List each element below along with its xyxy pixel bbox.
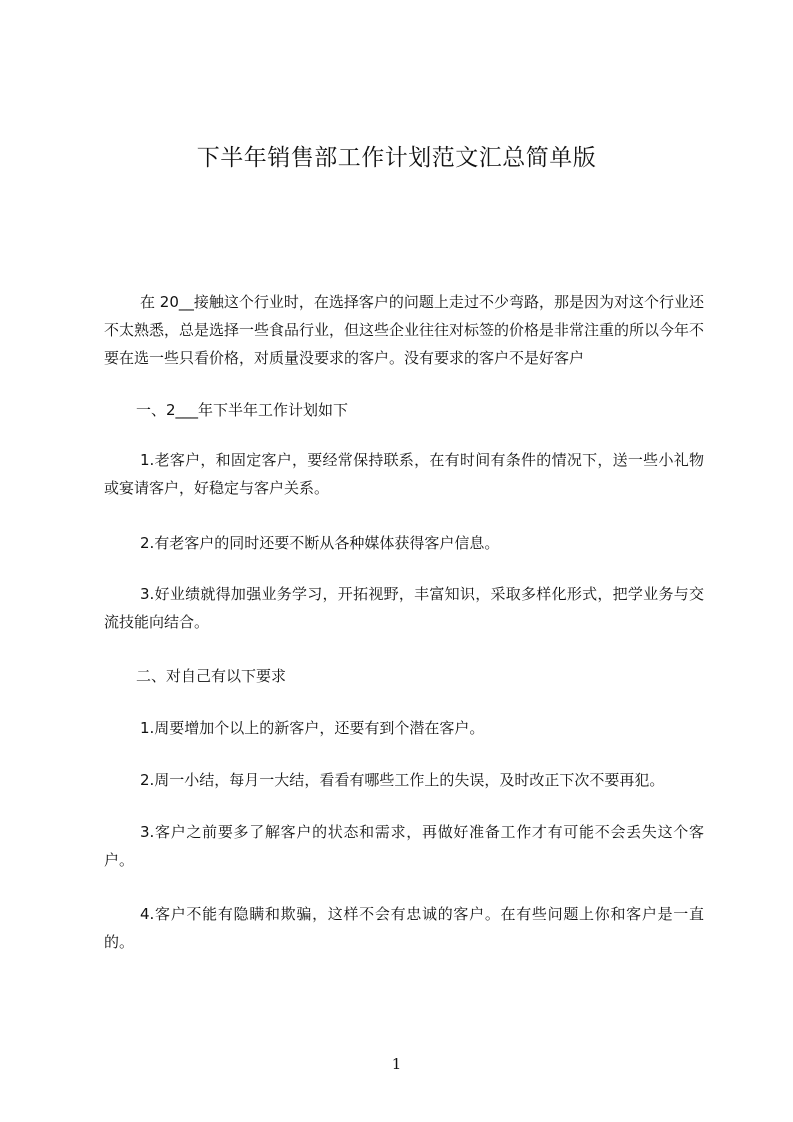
requirement-item-2: 2.周一小结，每月一大结，看看有哪些工作上的失误，及时改正下次不要再犯。 <box>140 771 665 789</box>
document-title: 下半年销售部工作计划范文汇总简单版 <box>196 145 597 171</box>
page-number: 1 <box>391 1055 402 1073</box>
plan-item-1: 1.老客户，和固定客户，要经常保持联系，在有时间有条件的情况下，送一些小礼物或宴请客户，好稳定与客户关系。 <box>104 451 704 497</box>
section-heading-requirements: 二、对自己有以下要求 <box>136 667 287 685</box>
requirement-item-4: 4.客户不能有隐瞒和欺骗，这样不会有忠诚的客户。在有些问题上你和客户是一直的。 <box>104 905 704 951</box>
intro-paragraph: 在 20__接触这个行业时，在选择客户的问题上走过不少弯路，那是因为对这个行业还不太熟悉，总是选择一些食品行业，但这些企业往往对标签的价格是非常注重的所以今年不要在选一些只看价格，对质量没要求的客户。没有要求的客户不是好客户 <box>104 293 705 367</box>
plan-item-3: 3.好业绩就得加强业务学习，开拓视野，丰富知识，采取多样化形式，把学业务与交流技能向结合。 <box>104 585 704 631</box>
requirement-item-1: 1.周要增加个以上的新客户，还要有到个潜在客户。 <box>140 719 485 737</box>
requirement-item-3: 3.客户之前要多了解客户的状态和需求，再做好准备工作才有可能不会丢失这个客户。 <box>104 823 704 869</box>
plan-item-2: 2.有老客户的同时还要不断从各种媒体获得客户信息。 <box>140 534 500 552</box>
section-heading-plan: 一、2___年下半年工作计划如下 <box>136 401 349 419</box>
